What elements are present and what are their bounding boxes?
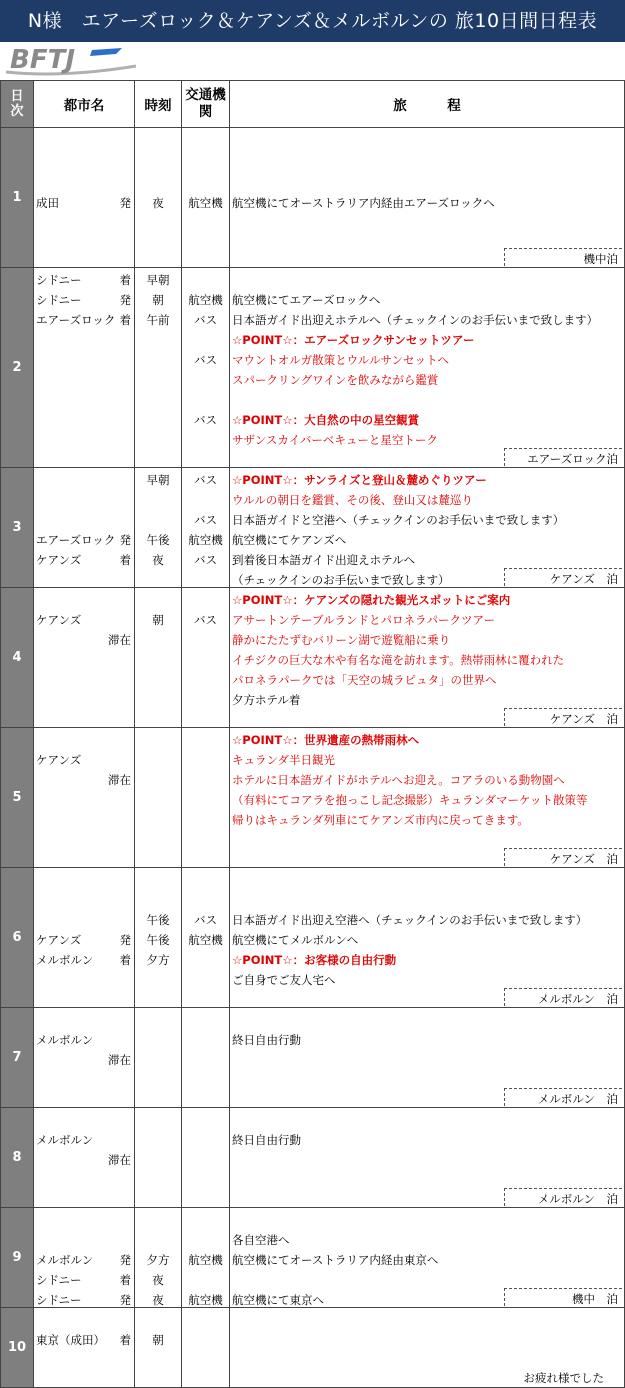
city-name: 東京（成田） bbox=[36, 1333, 105, 1347]
city-name: ケアンズ bbox=[36, 613, 82, 627]
time-cell bbox=[135, 1008, 182, 1108]
time-value: 午前 bbox=[146, 313, 170, 327]
transport-cell bbox=[182, 128, 230, 268]
day-number: 2 bbox=[1, 268, 34, 468]
time-cell bbox=[135, 128, 182, 268]
table-header-row bbox=[1, 81, 625, 128]
city-status: 発 bbox=[119, 933, 131, 947]
itinerary-cell bbox=[230, 1008, 625, 1108]
transport-cell bbox=[182, 1208, 230, 1308]
city-cell bbox=[34, 1008, 135, 1108]
transport-value: バス bbox=[194, 613, 217, 627]
city-name: エアーズロック bbox=[36, 313, 116, 327]
day-number: 3 bbox=[1, 468, 34, 588]
itinerary-line: スパークリングワインを飲みながら鑑賞 bbox=[232, 373, 439, 387]
transport-cell bbox=[182, 1008, 230, 1108]
transport-cell bbox=[182, 588, 230, 728]
itinerary-line: お疲れ様でした bbox=[523, 1371, 604, 1385]
time-value: 夜 bbox=[152, 1273, 164, 1287]
overnight-label: ケアンズ 泊 bbox=[504, 708, 622, 726]
bftj-logo bbox=[4, 44, 144, 78]
table-row bbox=[1, 1008, 625, 1108]
city-name: 成田 bbox=[36, 196, 59, 210]
time-value: 朝 bbox=[152, 293, 164, 307]
overnight-label: エアーズロック泊 bbox=[504, 448, 622, 466]
transport-value: 航空機 bbox=[188, 1293, 223, 1307]
city-name: シドニー bbox=[36, 1273, 82, 1287]
city-cell bbox=[34, 588, 135, 728]
city-status: 着 bbox=[119, 953, 131, 967]
itinerary-line: キュランダ半日観光 bbox=[232, 753, 336, 767]
table-row bbox=[1, 468, 625, 588]
city-name: シドニー bbox=[36, 293, 82, 307]
time-value: 夜 bbox=[152, 1293, 164, 1307]
city-cell bbox=[34, 868, 135, 1008]
table-row bbox=[1, 1208, 625, 1308]
point-highlight: ☆POINT☆：世界遺産の熱帯雨林へ bbox=[232, 733, 420, 747]
overnight-label: ケアンズ 泊 bbox=[504, 848, 622, 866]
day-number: 1 bbox=[1, 128, 34, 268]
itinerary-line: 日本語ガイド出迎え空港へ（チェックインのお手伝いまで致します） bbox=[232, 913, 588, 927]
transport-value: バス bbox=[194, 413, 217, 427]
time-value: 午後 bbox=[146, 933, 170, 947]
table-row bbox=[1, 588, 625, 728]
itinerary-line: 航空機にてオーストラリア内経由エアーズロックへ bbox=[232, 196, 495, 210]
time-cell bbox=[135, 268, 182, 468]
itinerary-line: パロネラパークでは「天空の城ラピュタ」の世界へ bbox=[232, 673, 497, 687]
time-value: 午後 bbox=[146, 533, 170, 547]
time-value: 午後 bbox=[146, 913, 170, 927]
time-value: 早朝 bbox=[146, 273, 170, 287]
day-number: 5 bbox=[1, 728, 34, 868]
transport-value: バス bbox=[194, 353, 217, 367]
page-title: N様 エアーズロック＆ケアンズ＆メルボルンの 旅10日間日程表 bbox=[0, 0, 625, 42]
table-row bbox=[1, 268, 625, 468]
city-cell bbox=[34, 468, 135, 588]
header-time: 時刻 bbox=[135, 81, 182, 128]
transport-value: 航空機 bbox=[188, 533, 223, 547]
city-status: 発 bbox=[119, 533, 131, 547]
transport-value: バス bbox=[194, 473, 217, 487]
time-value: 夕方 bbox=[146, 1253, 170, 1267]
city-status: 滞在 bbox=[108, 1153, 131, 1167]
city-status: 滞在 bbox=[108, 633, 131, 647]
city-status: 着 bbox=[119, 313, 131, 327]
city-name: シドニー bbox=[36, 273, 82, 287]
itinerary-line: 航空機にてメルボルンへ bbox=[232, 933, 359, 947]
day-number: 9 bbox=[1, 1208, 34, 1308]
itinerary-line: 静かにたたずむバリーン湖で遊覧船に乗り bbox=[232, 633, 451, 647]
itinerary-table bbox=[0, 80, 624, 1388]
city-status: 滞在 bbox=[108, 773, 131, 787]
table-row bbox=[1, 868, 625, 1008]
transport-cell bbox=[182, 868, 230, 1008]
day-number: 10 bbox=[1, 1308, 34, 1388]
itinerary-line: アサートンテーブルランドとパロネラパークツアー bbox=[232, 613, 496, 627]
overnight-label: ケアンズ 泊 bbox=[504, 568, 622, 586]
city-cell bbox=[34, 728, 135, 868]
transport-cell bbox=[182, 1308, 230, 1388]
itinerary-line: ウルルの朝日を鑑賞、その後、登山又は麓巡り bbox=[232, 493, 473, 507]
transport-value: バス bbox=[194, 913, 217, 927]
point-highlight: ☆POINT☆：エアーズロックサンセットツアー bbox=[232, 333, 475, 347]
overnight-label: 機中泊 bbox=[504, 248, 622, 266]
city-status: 着 bbox=[119, 273, 131, 287]
itinerary-line: 帰りはキュランダ列車にてケアンズ市内に戻ってきます。 bbox=[232, 813, 529, 827]
itinerary-line: サザンスカイバーベキューと星空トーク bbox=[232, 433, 438, 447]
itinerary-cell bbox=[230, 728, 625, 868]
itinerary-line: 日本語ガイド出迎えホテルへ（チェックインのお手伝いまで致します） bbox=[232, 313, 599, 327]
time-value: 夜 bbox=[152, 553, 164, 567]
itinerary-line: マウントオルガ散策とウルルサンセットへ bbox=[232, 353, 449, 367]
time-cell bbox=[135, 868, 182, 1008]
time-value: 早朝 bbox=[146, 473, 170, 487]
transport-value: バス bbox=[194, 313, 217, 327]
day-number: 7 bbox=[1, 1008, 34, 1108]
logo-text: BFTJ bbox=[10, 45, 75, 75]
itinerary-cell bbox=[230, 1108, 625, 1208]
time-cell bbox=[135, 1308, 182, 1388]
itinerary-line: 航空機にてケアンズへ bbox=[232, 533, 347, 547]
itinerary-line: 日本語ガイドと空港へ（チェックインのお手伝いまで致します） bbox=[232, 513, 565, 527]
city-name: メルボルン bbox=[36, 953, 94, 967]
point-highlight: ☆POINT☆：サンライズと登山＆麓めぐりツアー bbox=[232, 473, 487, 487]
itinerary-line: イチジクの巨大な木や有名な滝を訪れます。熱帯雨林に覆われた bbox=[232, 653, 565, 667]
itinerary-line: 終日自由行動 bbox=[232, 1033, 301, 1047]
itinerary-cell bbox=[230, 1208, 625, 1308]
logo-graphic bbox=[4, 44, 144, 78]
itinerary-line: 航空機にてオーストラリア内経由東京へ bbox=[232, 1253, 439, 1267]
overnight-label: メルボルン 泊 bbox=[504, 1188, 622, 1206]
day-number: 8 bbox=[1, 1108, 34, 1208]
transport-value: バス bbox=[194, 553, 217, 567]
transport-value: 航空機 bbox=[188, 933, 223, 947]
transport-cell bbox=[182, 268, 230, 468]
city-name: メルボルン bbox=[36, 1253, 94, 1267]
time-cell bbox=[135, 728, 182, 868]
itinerary-line: 航空機にてエアーズロックへ bbox=[232, 293, 381, 307]
overnight-label: メルボルン 泊 bbox=[504, 988, 622, 1006]
time-value: 朝 bbox=[152, 1333, 164, 1347]
transport-cell bbox=[182, 1108, 230, 1208]
itinerary-cell bbox=[230, 588, 625, 728]
transport-value: 航空機 bbox=[188, 293, 223, 307]
itinerary-line: 到着後日本語ガイド出迎えホテルへ bbox=[232, 553, 416, 567]
city-status: 滞在 bbox=[108, 1053, 131, 1067]
city-status: 着 bbox=[119, 553, 131, 567]
city-name: メルボルン bbox=[36, 1133, 94, 1147]
itinerary-line: （チェックインのお手伝いまで致します） bbox=[232, 573, 450, 587]
itinerary-line: （有料にてコアラを抱っこし記念撮影）キュランダマーケット散策等 bbox=[232, 793, 588, 807]
transport-value: バス bbox=[194, 513, 217, 527]
transport-cell bbox=[182, 728, 230, 868]
city-status: 発 bbox=[119, 1253, 131, 1267]
city-status: 着 bbox=[119, 1273, 131, 1287]
time-cell bbox=[135, 1208, 182, 1308]
time-value: 夕方 bbox=[146, 953, 170, 967]
day-number: 6 bbox=[1, 868, 34, 1008]
time-cell bbox=[135, 468, 182, 588]
transport-cell bbox=[182, 468, 230, 588]
day-number: 4 bbox=[1, 588, 34, 728]
itinerary-line: 終日自由行動 bbox=[232, 1133, 301, 1147]
itinerary-line: 夕方ホテル着 bbox=[232, 693, 301, 707]
city-name: ケアンズ bbox=[36, 933, 82, 947]
time-value: 朝 bbox=[152, 613, 164, 627]
table-row bbox=[1, 728, 625, 868]
point-highlight: ☆POINT☆：ケアンズの隠れた観光スポットにご案内 bbox=[232, 593, 511, 607]
transport-value: 航空機 bbox=[188, 1253, 223, 1267]
city-status: 発 bbox=[119, 293, 131, 307]
header-transport: 交通機関 bbox=[182, 81, 230, 128]
time-cell bbox=[135, 588, 182, 728]
itinerary-line: 各自空港へ bbox=[232, 1233, 290, 1247]
city-cell bbox=[34, 268, 135, 468]
header-day: 日次 bbox=[1, 81, 34, 128]
overnight-label: 機中 泊 bbox=[504, 1288, 622, 1306]
city-status: 発 bbox=[119, 196, 131, 210]
itinerary-cell bbox=[230, 268, 625, 468]
table-row bbox=[1, 1108, 625, 1208]
itinerary-line: ホテルに日本語ガイドがホテルへお迎え。コアラのいる動物園へ bbox=[232, 773, 565, 787]
overnight-label: メルボルン 泊 bbox=[504, 1088, 622, 1106]
time-cell bbox=[135, 1108, 182, 1208]
point-highlight: ☆POINT☆：大自然の中の星空観賞 bbox=[232, 413, 420, 427]
city-name: エアーズロック bbox=[36, 533, 116, 547]
city-status: 発 bbox=[119, 1293, 131, 1307]
city-cell bbox=[34, 1208, 135, 1308]
header-city: 都市名 bbox=[34, 81, 135, 128]
table-row bbox=[1, 128, 625, 268]
city-cell bbox=[34, 1108, 135, 1208]
city-cell bbox=[34, 128, 135, 268]
itinerary-line: 航空機にて東京へ bbox=[232, 1293, 324, 1307]
itinerary-cell bbox=[230, 128, 625, 268]
city-cell bbox=[34, 1308, 135, 1388]
city-status: 着 bbox=[119, 1333, 131, 1347]
city-name: メルボルン bbox=[36, 1033, 94, 1047]
itinerary-line: ご自身でご友人宅へ bbox=[232, 973, 336, 987]
itinerary-cell bbox=[230, 468, 625, 588]
table-row bbox=[1, 1308, 625, 1388]
point-highlight: ☆POINT☆：お客様の自由行動 bbox=[232, 953, 397, 967]
itinerary-cell bbox=[230, 868, 625, 1008]
itinerary-cell bbox=[230, 1308, 625, 1388]
city-name: ケアンズ bbox=[36, 553, 82, 567]
header-itinerary: 旅 程 bbox=[230, 81, 625, 128]
city-name: ケアンズ bbox=[36, 753, 82, 767]
time-value: 夜 bbox=[152, 196, 164, 210]
city-name: シドニー bbox=[36, 1293, 82, 1307]
transport-value: 航空機 bbox=[188, 196, 223, 210]
